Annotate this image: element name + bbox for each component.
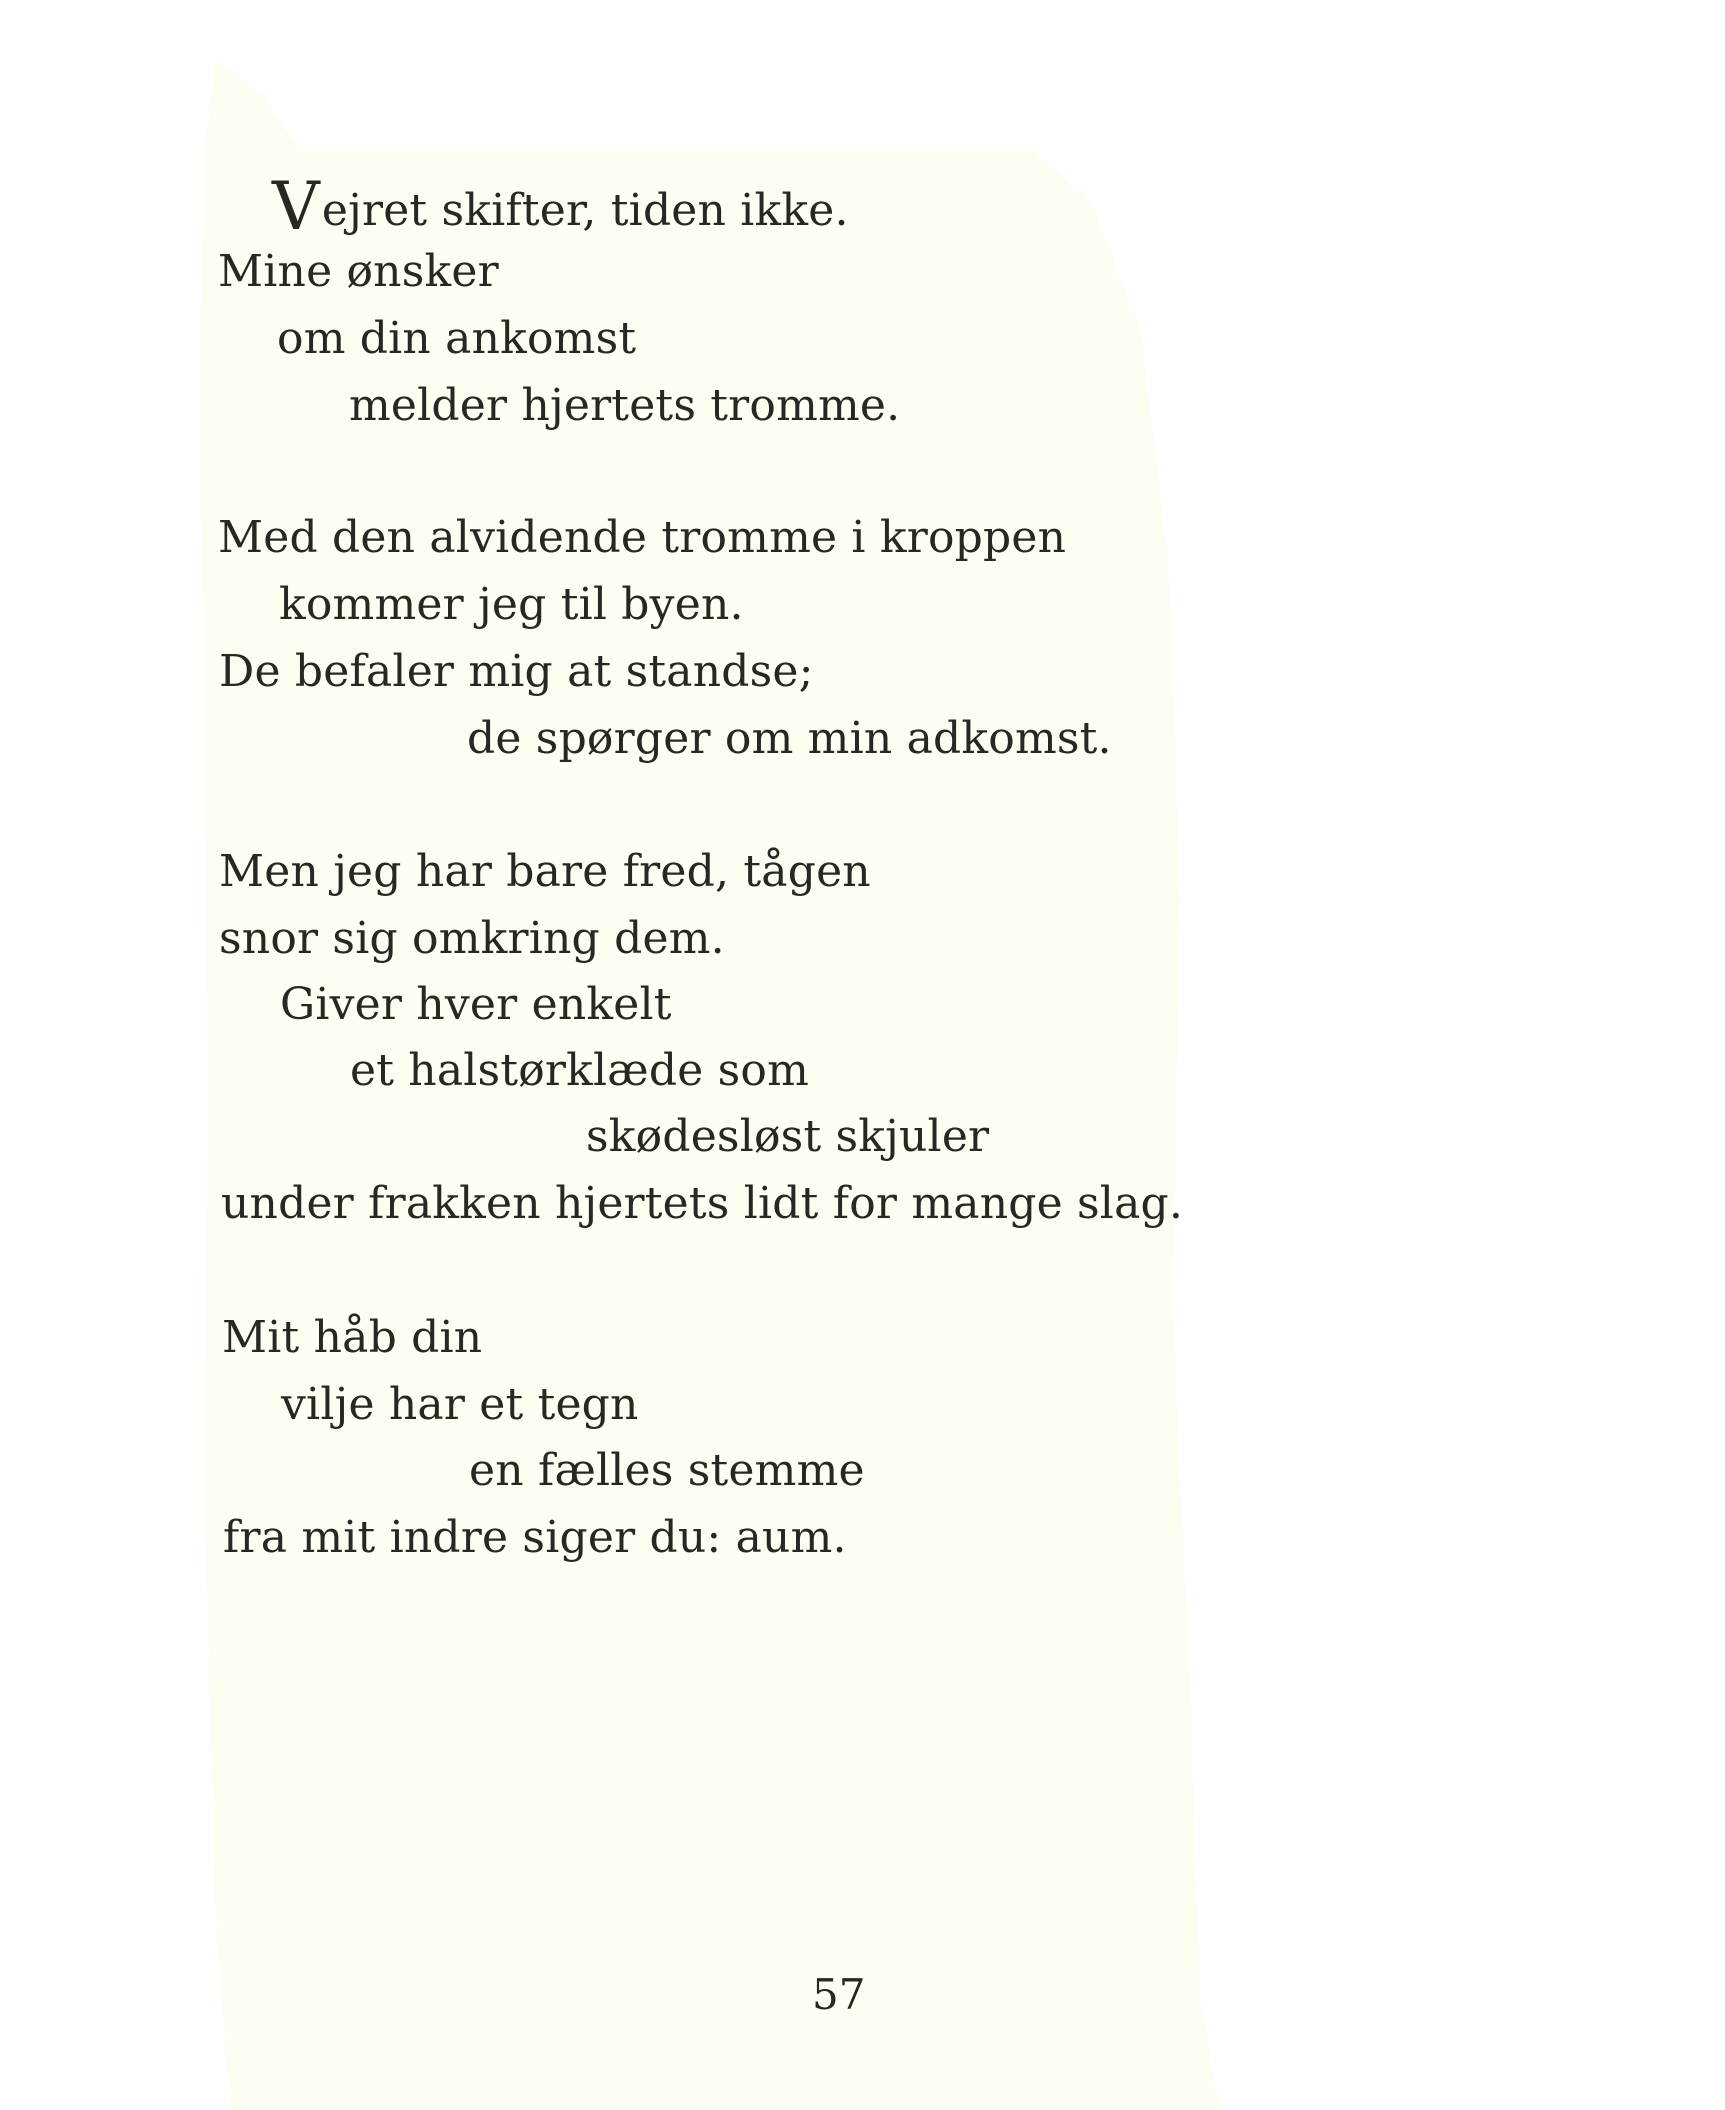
- poem-line-15: Mit håb din: [222, 1312, 483, 1363]
- poem-line-14: under frakken hjertets lidt for mange slag.: [221, 1178, 1184, 1229]
- poem-line-2: Mine ønsker: [218, 246, 499, 297]
- poem-line-11: Giver hver enkelt: [280, 979, 672, 1030]
- poem-line-8: de spørger om min adkomst.: [467, 713, 1112, 764]
- poem-line-5: Med den alvidende tromme i kroppen: [218, 512, 1067, 563]
- poem-line-6: kommer jeg til byen.: [279, 579, 744, 630]
- first-line-rest: ejret skifter, tiden ikke.: [321, 185, 849, 236]
- poem-line-3: om din ankomst: [277, 313, 637, 364]
- poem-line-4: melder hjertets tromme.: [349, 380, 901, 431]
- poem-line-1: [272, 168, 849, 245]
- page-number: 57: [812, 1970, 866, 2019]
- poem-line-18: fra mit indre siger du: aum.: [223, 1512, 847, 1563]
- poem-line-13: skødesløst skjuler: [586, 1111, 990, 1162]
- poem-line-7: De befaler mig at standse;: [219, 646, 814, 697]
- poem-line-9: Men jeg har bare fred, tågen: [219, 846, 871, 897]
- poem-line-16: vilje har et tegn: [281, 1379, 639, 1430]
- drop-cap: V: [272, 168, 320, 245]
- poem-line-17: en fælles stemme: [469, 1445, 865, 1496]
- poem-line-10: snor sig omkring dem.: [219, 913, 725, 964]
- poem-line-12: et halstørklæde som: [350, 1045, 810, 1096]
